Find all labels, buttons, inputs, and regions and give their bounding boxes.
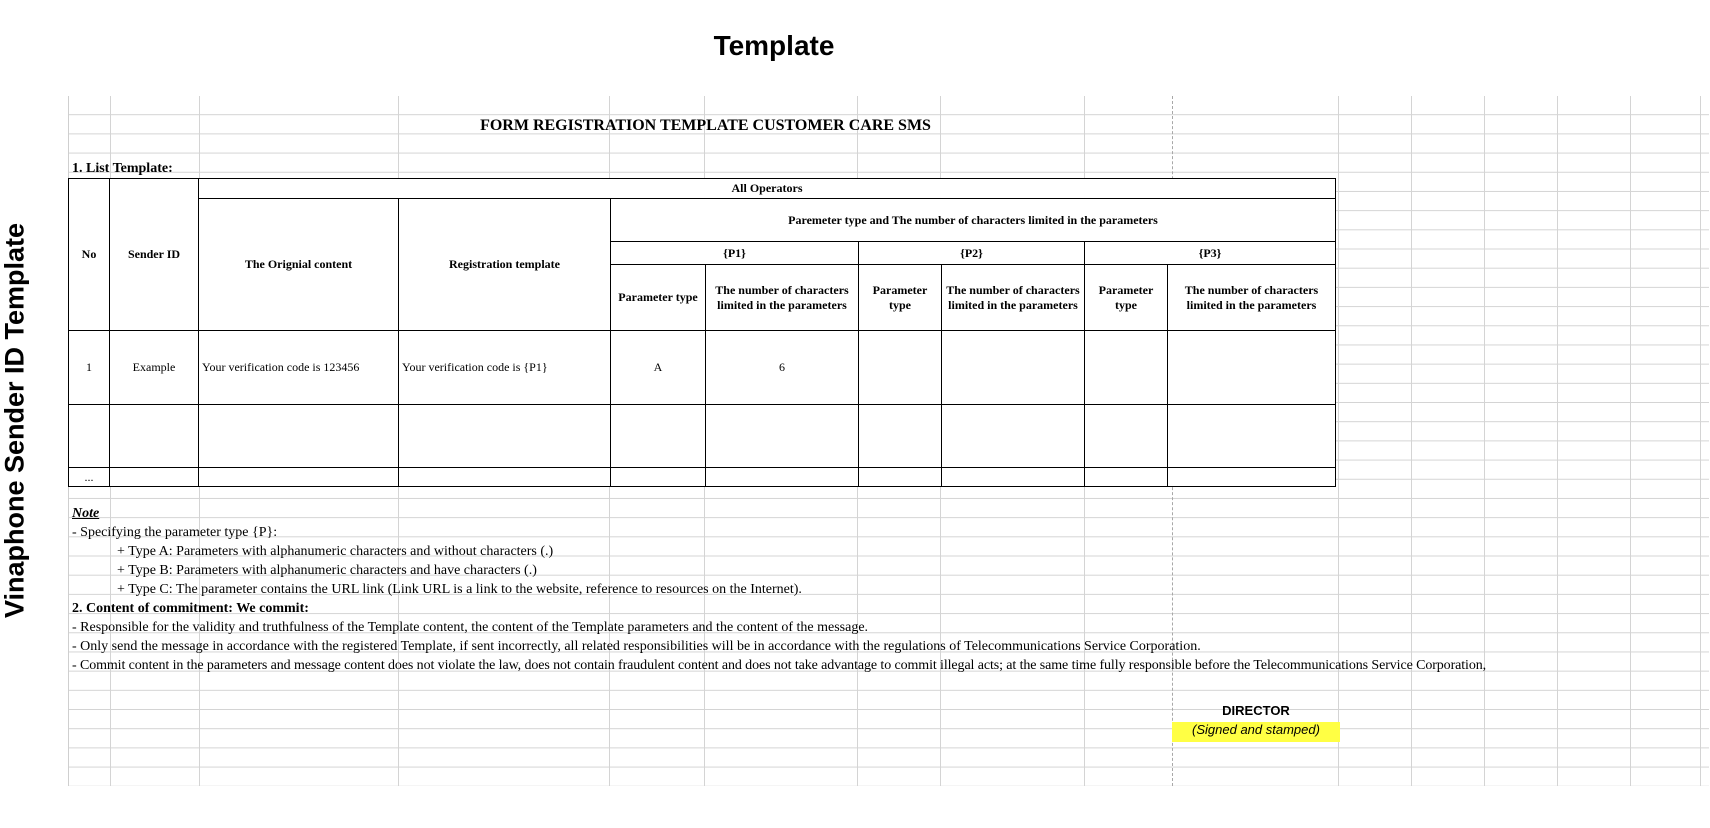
cell-p2-type [859, 331, 942, 405]
commit-line: - Responsible for the validity and truthfulness of the Template content, the content of the Template parameters and the content of the message. [72, 620, 869, 635]
side-title: Vinaphone Sender ID Template [0, 222, 30, 619]
template-table [68, 178, 1336, 487]
cell-empty [110, 468, 199, 487]
cell-empty [611, 468, 706, 487]
cell-empty [199, 405, 399, 468]
cell-empty [110, 405, 199, 468]
cell-empty [706, 405, 859, 468]
cell-empty [859, 405, 942, 468]
table-row [69, 331, 1336, 405]
cell-sender-id: Example [110, 331, 199, 405]
grid-column-line [1338, 96, 1339, 786]
grid-column-line [1700, 96, 1701, 786]
cell-original-content: Your verification code is 123456 [199, 331, 399, 405]
cell-empty [399, 468, 611, 487]
header-original-content: The Orignial content [199, 199, 399, 331]
cell-empty [199, 468, 399, 487]
form-title: FORM REGISTRATION TEMPLATE CUSTOMER CARE SMS [480, 117, 931, 134]
signature-note: (Signed and stamped) [1172, 722, 1340, 742]
cell-empty [1085, 468, 1168, 487]
grid-column-line [1630, 96, 1631, 786]
commit-line: - Commit content in the parameters and message content does not violate the law, does not contain fraudulent content and does not take advantage to commit illegal acts; at the same time fully responsible before the Telecommunications Service Corporation, [72, 658, 1487, 673]
cell-no: ... [69, 468, 110, 487]
header-p3-chars: The number of characters limited in the parameters [1168, 265, 1336, 331]
director-label: DIRECTOR [1222, 703, 1290, 718]
cell-no: 1 [69, 331, 110, 405]
section-2-heading: 2. Content of commitment: We commit: [72, 601, 309, 616]
cell-empty [1168, 405, 1336, 468]
header-all-operators: All Operators [199, 179, 1336, 199]
note-line: + Type A: Parameters with alphanumeric characters and without characters (.) [117, 544, 554, 559]
note-label: Note [72, 506, 100, 521]
note-line: + Type B: Parameters with alphanumeric characters and have characters (.) [117, 563, 537, 578]
header-p2: {P2} [859, 242, 1085, 265]
header-p3: {P3} [1085, 242, 1336, 265]
cell-p2-chars [942, 331, 1085, 405]
header-p2-chars: The number of characters limited in the parameters [942, 265, 1085, 331]
cell-empty [1168, 468, 1336, 487]
cell-p1-chars: 6 [706, 331, 859, 405]
section-1-heading: 1. List Template: [72, 161, 173, 176]
page-title: Template [713, 30, 835, 61]
header-p1-chars: The number of characters limited in the parameters [706, 265, 859, 331]
note-line: + Type C: The parameter contains the URL link (Link URL is a link to the website, reference to resources on the Internet). [117, 582, 802, 597]
cell-empty [399, 405, 611, 468]
header-p1-type: Parameter type [611, 265, 706, 331]
cell-p3-type [1085, 331, 1168, 405]
header-registration-template: Registration template [399, 199, 611, 331]
header-p3-type: Parameter type [1085, 265, 1168, 331]
commit-line: - Only send the message in accordance with the registered Template, if sent incorrectly, all related responsibilities will be in accordance with the regulations of Telecommunications Service Corporation. [72, 639, 1201, 654]
header-no: No [69, 179, 110, 331]
table-row [69, 405, 1336, 468]
cell-registration-template: Your verification code is {P1} [399, 331, 611, 405]
note-line: - Specifying the parameter type {P}: [72, 525, 278, 540]
grid-column-line [1557, 96, 1558, 786]
cell-empty [942, 468, 1085, 487]
header-p2-type: Parameter type [859, 265, 942, 331]
cell-empty [859, 468, 942, 487]
grid-column-line [1411, 96, 1412, 786]
cell-empty [1085, 405, 1168, 468]
cell-empty [69, 405, 110, 468]
header-parameters: Paremeter type and The number of characters limited in the parameters [611, 199, 1336, 242]
grid-column-line [1484, 96, 1485, 786]
cell-p3-chars [1168, 331, 1336, 405]
header-p1: {P1} [611, 242, 859, 265]
cell-empty [706, 468, 859, 487]
cell-p1-type: A [611, 331, 706, 405]
cell-empty [611, 405, 706, 468]
table-row [69, 468, 1336, 487]
header-sender-id: Sender ID [110, 179, 199, 331]
cell-empty [942, 405, 1085, 468]
